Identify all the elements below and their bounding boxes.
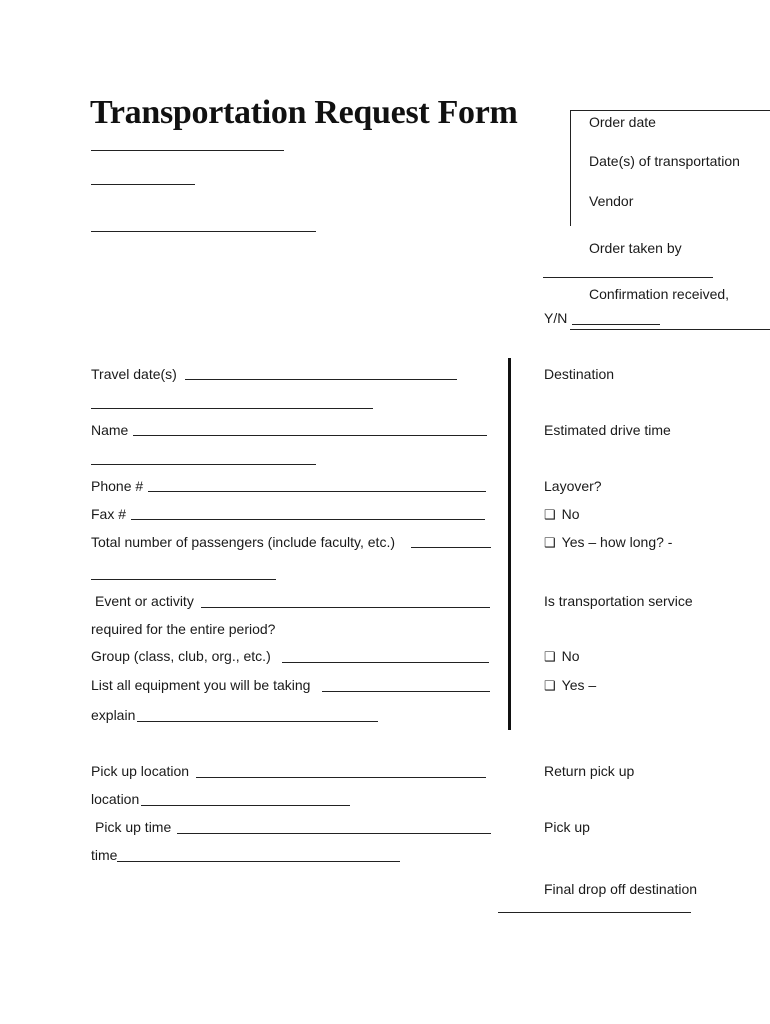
confirmation-received-label: Confirmation received,: [589, 286, 730, 302]
travel-dates-extra-line[interactable]: [91, 408, 373, 409]
total-passengers-field[interactable]: [411, 547, 491, 548]
layover-no-label: No: [561, 506, 580, 522]
page-title: Transportation Request Form: [90, 94, 518, 131]
pickup-label: Pick up: [544, 819, 590, 835]
title-underline-2[interactable]: [91, 184, 195, 185]
pickup-time-label: Pick up time: [95, 819, 172, 835]
layover-label: Layover?: [544, 478, 602, 494]
column-divider: [508, 358, 511, 730]
time-field[interactable]: [117, 861, 400, 862]
passengers-extra-line[interactable]: [91, 579, 276, 580]
drive-time-label: Estimated drive time: [544, 422, 671, 438]
yn-field[interactable]: [572, 324, 660, 325]
office-box-left: [570, 110, 571, 226]
transport-dates-label: Date(s) of transportation: [589, 153, 740, 169]
service-no-label: No: [561, 648, 580, 664]
name-label: Name: [91, 422, 129, 438]
phone-label: Phone #: [91, 478, 144, 494]
travel-dates-field[interactable]: [185, 379, 457, 380]
service-required-label: Is transportation service: [544, 593, 693, 609]
fax-label: Fax #: [91, 506, 127, 522]
name-field[interactable]: [133, 435, 487, 436]
vendor-label: Vendor: [589, 193, 634, 209]
office-box-bottom: [570, 329, 770, 330]
final-dropoff-field[interactable]: [498, 912, 691, 913]
order-taken-by-label: Order taken by: [589, 240, 682, 256]
checkbox-icon[interactable]: ❑: [544, 649, 556, 664]
layover-yes-label: Yes – how long? -: [561, 534, 673, 550]
equipment-field[interactable]: [322, 691, 490, 692]
name-extra-line[interactable]: [91, 464, 316, 465]
title-underline-3[interactable]: [91, 231, 316, 232]
title-underline-1[interactable]: [91, 150, 284, 151]
location-field[interactable]: [141, 805, 350, 806]
required-period-label: required for the entire period?: [91, 621, 276, 637]
checkbox-icon[interactable]: ❑: [544, 678, 556, 693]
service-yes-option[interactable]: [544, 677, 596, 694]
explain-field[interactable]: [137, 721, 378, 722]
order-taken-by-field[interactable]: [543, 277, 713, 278]
location-label: location: [91, 791, 140, 807]
time-label: time: [91, 847, 118, 863]
travel-dates-label: Travel date(s): [91, 366, 177, 382]
destination-label: Destination: [544, 366, 615, 382]
office-box-top: [571, 110, 770, 111]
explain-label: explain: [91, 707, 136, 723]
pickup-time-field[interactable]: [177, 833, 491, 834]
pickup-location-label: Pick up location: [91, 763, 190, 779]
layover-yes-option[interactable]: [544, 534, 672, 551]
final-dropoff-label: Final drop off destination: [544, 881, 698, 897]
equipment-label: List all equipment you will be taking: [91, 677, 311, 693]
order-date-label: Order date: [589, 114, 656, 130]
service-yes-label: Yes –: [561, 677, 597, 693]
total-passengers-label: Total number of passengers (include faculty, etc.): [91, 534, 396, 550]
checkbox-icon[interactable]: ❑: [544, 535, 556, 550]
return-pickup-label: Return pick up: [544, 763, 635, 779]
phone-field[interactable]: [148, 491, 486, 492]
layover-no-option[interactable]: [544, 506, 580, 523]
event-label: Event or activity: [95, 593, 194, 609]
yn-label: Y/N: [544, 310, 568, 326]
service-no-option[interactable]: [544, 648, 580, 665]
group-field[interactable]: [282, 662, 489, 663]
group-label: Group (class, club, org., etc.): [91, 648, 271, 664]
checkbox-icon[interactable]: ❑: [544, 507, 556, 522]
pickup-location-field[interactable]: [196, 777, 486, 778]
fax-field[interactable]: [131, 519, 485, 520]
event-field[interactable]: [201, 607, 490, 608]
